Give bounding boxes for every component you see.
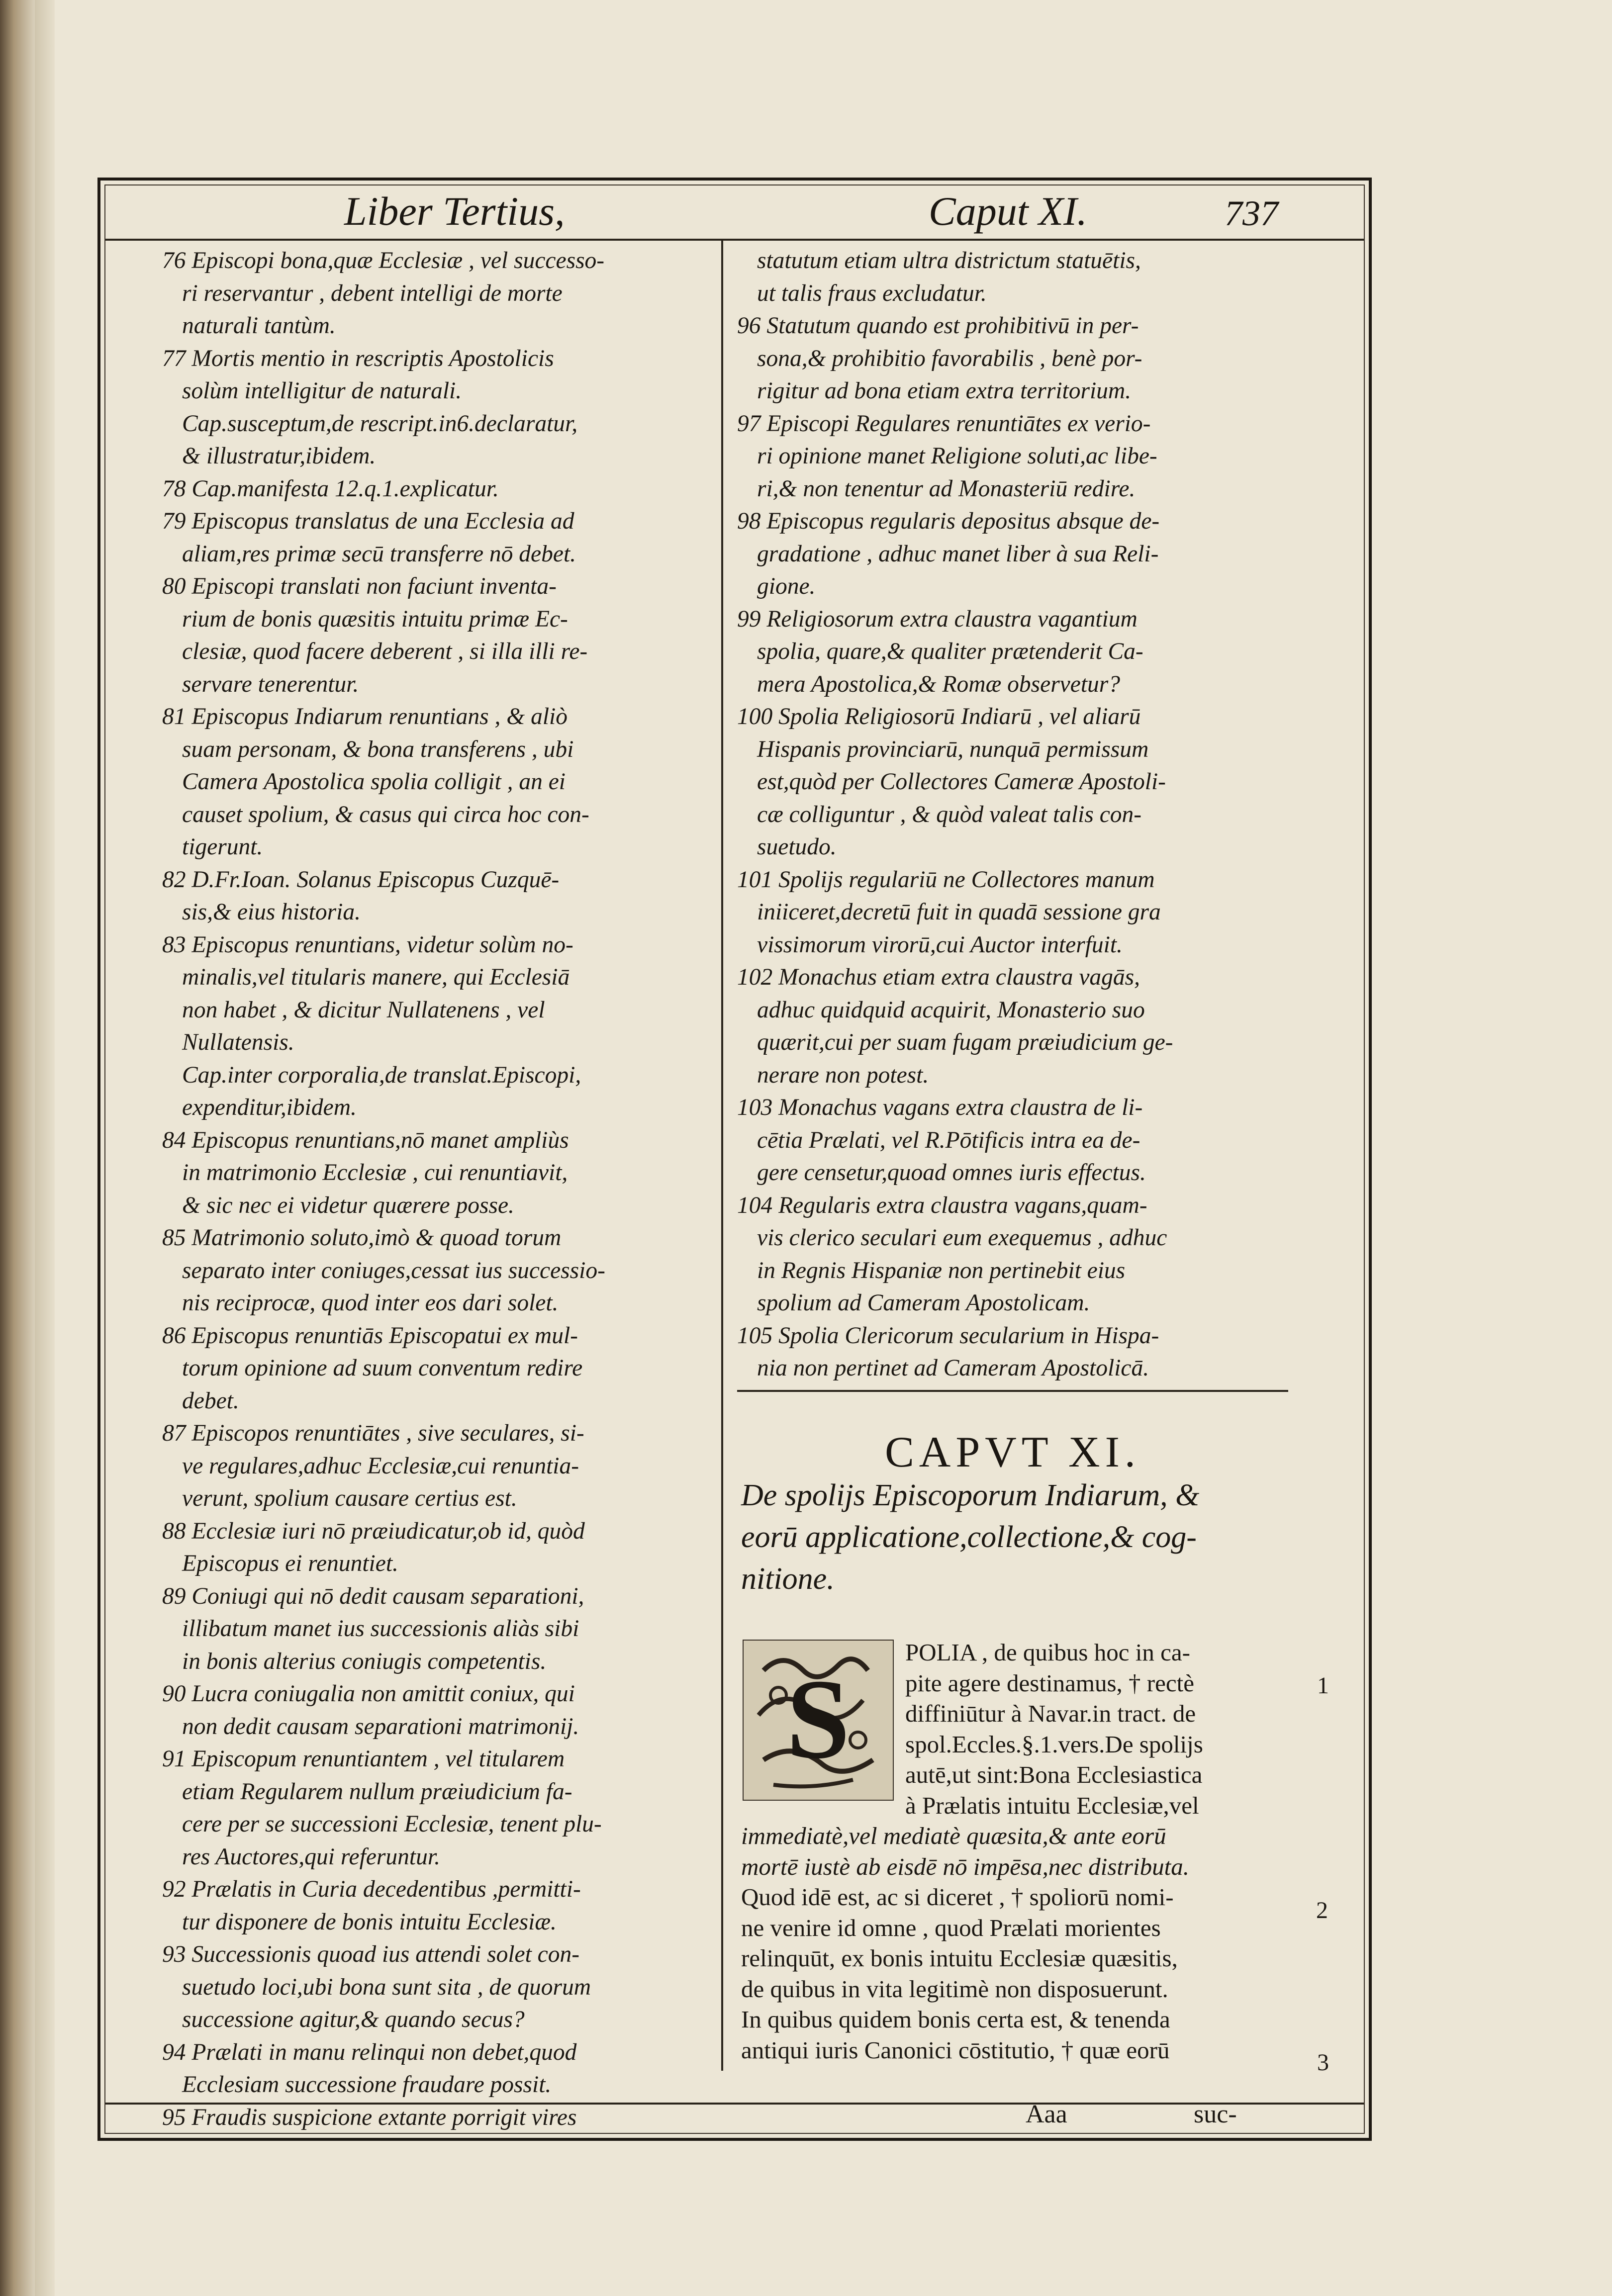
summary-line: Cap.inter corporalia,de translat.Episcopi, xyxy=(182,1062,581,1088)
summary-line: ut talis fraus excludatur. xyxy=(757,280,987,306)
chapter-subtitle xyxy=(741,1474,1288,1600)
summary-line: vissimorum virorū,cui Auctor interfuit. xyxy=(757,931,1123,958)
summary-line: Hispanis provinciarū, nunquā permissum xyxy=(757,736,1149,762)
summary-line: spolia, quare,& qualiter prætenderit Ca- xyxy=(757,639,1143,664)
summary-line: suetudo. xyxy=(757,834,837,860)
margin-number: 1 xyxy=(1317,1672,1329,1699)
summary-line: 87 Episcopos renuntiātes , sive seculares, si- xyxy=(162,1420,584,1446)
decorated-initial xyxy=(743,1640,894,1801)
summary-line: illibatum manet ius successionis aliàs sibi xyxy=(182,1616,579,1642)
summary-line: 86 Episcopus renuntiās Episcopatui ex mul- xyxy=(162,1322,578,1349)
body-line: In quibus quidem bonis certa est, & tenenda xyxy=(741,2006,1170,2033)
summary-line: 79 Episcopus translatus de una Ecclesia ad xyxy=(162,508,574,534)
chapter-rule xyxy=(737,1390,1288,1392)
summary-line: 91 Episcopum renuntiantem , vel titularem xyxy=(162,1746,565,1772)
summary-line: ri reservantur , debent intelligi de morte xyxy=(182,280,563,306)
head-rule xyxy=(105,239,1364,241)
decorated-initial-s-icon xyxy=(744,1641,893,1800)
summary-line: Episcopus ei renuntiet. xyxy=(182,1551,398,1576)
summary-line: suetudo loci,ubi bona sunt sita , de quorum xyxy=(182,1974,591,2000)
summary-line: 95 Fraudis suspicione extante porrigit vires xyxy=(162,2104,577,2130)
summary-line: verunt, spolium causare certius est. xyxy=(182,1485,517,1511)
chapter-subtitle-line: De spolijs Episcoporum Indiarum, & xyxy=(741,1478,1200,1512)
summary-line: gere censetur,quoad omnes iuris effectus. xyxy=(757,1160,1146,1186)
summary-line: sona,& prohibitio favorabilis , benè por- xyxy=(757,345,1142,371)
summary-line: iniiceret,decretū fuit in quadā sessione gra xyxy=(757,899,1161,925)
summary-line: 85 Matrimonio soluto,imò & quoad torum xyxy=(162,1225,562,1251)
summary-line: etiam Regularem nullum præiudicium fa- xyxy=(182,1778,572,1805)
body-line: spol.Eccles.§.1.vers.De spolijs xyxy=(905,1730,1203,1758)
summary-line: solùm intelligitur de naturali. xyxy=(182,378,462,404)
summary-line: 104 Regularis extra claustra vagans,quam- xyxy=(737,1192,1147,1218)
summary-line: tur disponere de bonis intuitu Ecclesiæ. xyxy=(182,1909,557,1935)
summary-line: adhuc quidquid acquirit, Monasterio suo xyxy=(757,997,1145,1023)
summary-line: Cap.susceptum,de rescript.in6.declaratur, xyxy=(182,410,578,437)
summary-line: tigerunt. xyxy=(182,834,263,860)
summary-line: cētia Prælati, vel R.Pōtificis intra ea de- xyxy=(757,1127,1140,1153)
summary-line: 83 Episcopus renuntians, videtur solùm no- xyxy=(162,931,573,958)
column-rule xyxy=(721,241,723,2071)
summary-line: in matrimonio Ecclesiæ , cui renuntiavit, xyxy=(182,1160,568,1186)
summary-line: gradatione , adhuc manet liber à sua Reli- xyxy=(757,541,1159,567)
summary-line: 101 Spolijs regulariū ne Collectores manum xyxy=(737,866,1155,893)
margin-number: 3 xyxy=(1317,2049,1329,2076)
summary-line: aliam,res primæ secū transferre nō debet. xyxy=(182,541,576,567)
running-head-chapter: Caput XI. xyxy=(929,188,1087,234)
right-column-summary xyxy=(737,245,1288,1385)
summary-line: 94 Prælati in manu relinqui non debet,quod xyxy=(162,2039,577,2065)
margin-number: 2 xyxy=(1316,1897,1328,1924)
summary-line: non habet , & dicitur Nullatenens , vel xyxy=(182,997,545,1023)
summary-line: Ecclesiam successione fraudare possit. xyxy=(182,2072,552,2098)
summary-line: 84 Episcopus renuntians,nō manet ampliùs xyxy=(162,1127,569,1153)
book-gutter-shadow xyxy=(0,0,35,2296)
summary-line: nia non pertinet ad Cameram Apostolicā. xyxy=(757,1355,1149,1381)
summary-line: nis reciprocæ, quod inter eos dari solet. xyxy=(182,1290,559,1316)
summary-line: rium de bonis quæsitis intuitu primæ Ec- xyxy=(182,606,568,632)
body-line: POLIA , de quibus hoc in ca- xyxy=(905,1639,1190,1666)
signature-mark: Aaa xyxy=(1026,2100,1067,2128)
chapter-subtitle-line: nitione. xyxy=(741,1562,835,1596)
body-line: autē,ut sint:Bona Ecclesiastica xyxy=(905,1761,1203,1788)
summary-line: ri,& non tenentur ad Monasteriū redire. xyxy=(757,475,1136,502)
body-line: relinquūt, ex bonis intuitu Ecclesiæ quæsitis, xyxy=(741,1944,1178,1972)
summary-line: minalis,vel titularis manere, qui Ecclesiā xyxy=(182,964,570,990)
summary-line: rigitur ad bona etiam extra territorium. xyxy=(757,378,1132,404)
summary-line: torum opinione ad suum conventum redire xyxy=(182,1355,583,1381)
summary-line: 105 Spolia Clericorum secularium in Hispa- xyxy=(737,1322,1159,1349)
summary-line: cæ colliguntur , & quòd valeat talis con- xyxy=(757,801,1142,827)
body-line: diffiniūtur à Navar.in tract. de xyxy=(905,1700,1196,1727)
summary-line: sis,& eius historia. xyxy=(182,899,361,925)
summary-line: mera Apostolica,& Romæ observetur? xyxy=(757,671,1121,697)
summary-line: servare tenerentur. xyxy=(182,671,359,697)
summary-line: in bonis alterius coniugis competentis. xyxy=(182,1648,547,1674)
summary-line: Nullatensis. xyxy=(182,1029,294,1055)
body-line: à Prælatis intuitu Ecclesiæ,vel xyxy=(905,1791,1199,1819)
summary-line: ve regulares,adhuc Ecclesiæ,cui renuntia- xyxy=(182,1453,579,1479)
summary-line: 100 Spolia Religiosorū Indiarū , vel aliarū xyxy=(737,704,1141,730)
summary-line: 82 D.Fr.Ioan. Solanus Episcopus Cuzquē- xyxy=(162,866,560,893)
summary-line: ri opinione manet Religione soluti,ac libe- xyxy=(757,443,1157,469)
summary-line: 88 Ecclesiæ iuri nō præiudicatur,ob id, quòd xyxy=(162,1518,585,1544)
summary-line: est,quòd per Collectores Cameræ Apostoli- xyxy=(757,769,1166,795)
summary-line: & illustratur,ibidem. xyxy=(182,443,376,469)
book-gutter-edge xyxy=(35,0,55,2296)
summary-line: 96 Statutum quando est prohibitivū in per- xyxy=(737,313,1139,339)
summary-line: 90 Lucra coniugalia non amittit coniux, qui xyxy=(162,1681,575,1707)
summary-line: quærit,cui per suam fugam præiudicium ge- xyxy=(757,1029,1173,1055)
summary-line: 78 Cap.manifesta 12.q.1.explicatur. xyxy=(162,475,499,502)
summary-line: debet. xyxy=(182,1387,239,1414)
summary-line: naturali tantùm. xyxy=(182,313,336,339)
summary-line: 103 Monachus vagans extra claustra de li- xyxy=(737,1095,1143,1120)
summary-line: nerare non potest. xyxy=(757,1062,929,1088)
summary-line: 99 Religiosorum extra claustra vagantium xyxy=(737,606,1138,632)
summary-line: successione agitur,& quando secus? xyxy=(182,2007,525,2032)
body-line: mortē iustè ab eisdē nō impēsa,nec distributa. xyxy=(741,1852,1189,1880)
summary-line: 93 Successionis quoad ius attendi solet con- xyxy=(162,1941,580,1967)
body-line: Quod idē est, ac si diceret , † spoliorū nomi- xyxy=(741,1883,1174,1911)
left-column-summary xyxy=(162,245,709,2134)
summary-line: 80 Episcopi translati non faciunt inventa- xyxy=(162,573,557,599)
summary-line: 76 Episcopi bona,quæ Ecclesiæ , vel successo- xyxy=(162,248,605,274)
summary-line: 77 Mortis mentio in rescriptis Apostolicis xyxy=(162,345,554,371)
summary-line: cere per se successioni Ecclesiæ, tenent plu- xyxy=(182,1811,602,1837)
running-head-book: Liber Tertius, xyxy=(344,188,565,234)
footer-rule xyxy=(105,2103,1364,2105)
summary-line: Camera Apostolica spolia colligit , an ei xyxy=(182,769,566,795)
summary-line: 89 Coniugi qui nō dedit causam separationi, xyxy=(162,1583,584,1609)
chapter-subtitle-line: eorū applicatione,collectione,& cog- xyxy=(741,1520,1197,1554)
summary-line: gione. xyxy=(757,573,816,599)
svg-text:S: S xyxy=(786,1655,850,1782)
chapter-title: CAPVT XI. xyxy=(885,1428,1140,1476)
summary-line: separato inter coniuges,cessat ius successio- xyxy=(182,1257,605,1284)
summary-line: vis clerico seculari eum exequemus , adhuc xyxy=(757,1225,1167,1251)
summary-line: in Regnis Hispaniæ non pertinebit eius xyxy=(757,1257,1126,1284)
body-line: de quibus in vita legitimè non disposuerunt. xyxy=(741,1975,1168,2003)
summary-line: expenditur,ibidem. xyxy=(182,1095,357,1120)
body-line: antiqui iuris Canonici cōstitutio, † quæ eorū xyxy=(741,2036,1170,2064)
summary-line: 81 Episcopus Indiarum renuntians , & aliò xyxy=(162,704,568,730)
body-line: pite agere destinamus, † rectè xyxy=(905,1669,1194,1697)
summary-line: statutum etiam ultra districtum statuētis, xyxy=(757,248,1141,274)
summary-line: & sic nec ei videtur quærere posse. xyxy=(182,1192,514,1218)
page-number: 737 xyxy=(1225,193,1278,233)
summary-line: 98 Episcopus regularis depositus absque de- xyxy=(737,508,1160,534)
summary-line: non dedit causam separationi matrimonij. xyxy=(182,1713,579,1740)
summary-line: spolium ad Cameram Apostolicam. xyxy=(757,1290,1090,1316)
running-head xyxy=(105,188,1364,243)
body-line: ne venire id omne , quod Prælati morientes xyxy=(741,1914,1161,1941)
summary-line: clesiæ, quod facere deberent , si illa illi re- xyxy=(182,639,588,664)
summary-line: suam personam, & bona transferens , ubi xyxy=(182,736,574,762)
summary-line: 102 Monachus etiam extra claustra vagās, xyxy=(737,964,1140,990)
summary-line: res Auctores,qui referuntur. xyxy=(182,1843,440,1870)
summary-line: 97 Episcopi Regulares renuntiātes ex verio- xyxy=(737,410,1151,437)
body-line: immediatè,vel mediatè quæsita,& ante eorū xyxy=(741,1822,1166,1849)
summary-line: 92 Prælatis in Curia decedentibus ,permitti- xyxy=(162,1876,581,1902)
catchword: suc- xyxy=(1194,2100,1237,2128)
summary-line: causet spolium, & casus qui circa hoc con- xyxy=(182,801,589,827)
